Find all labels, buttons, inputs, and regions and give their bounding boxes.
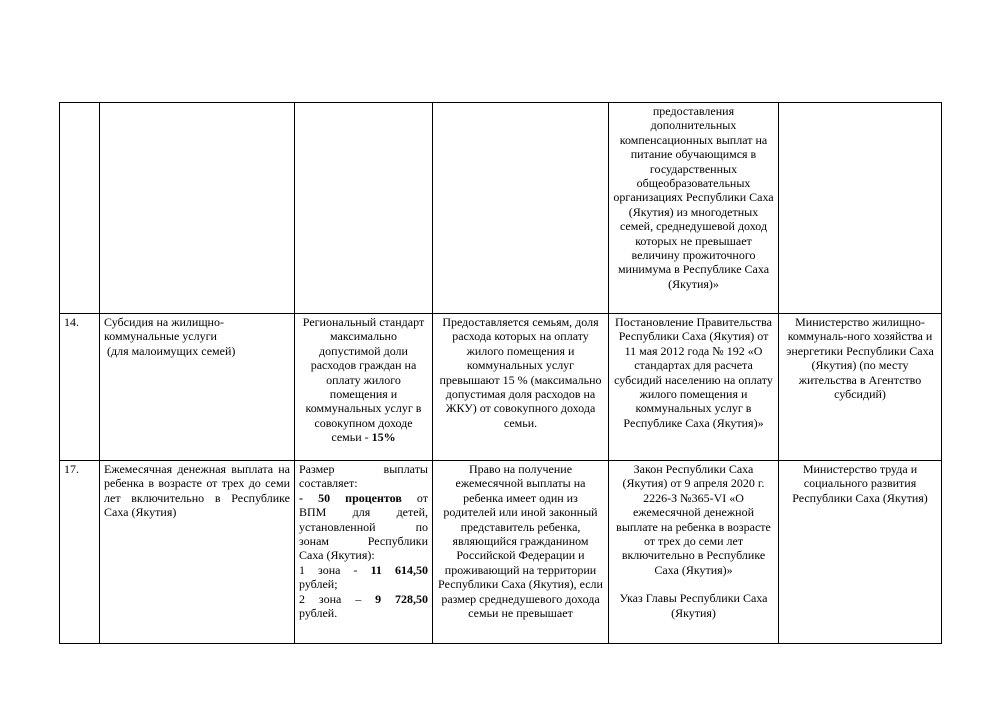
- benefit-size: [295, 461, 433, 644]
- zone-label: 1 зона -: [299, 562, 371, 577]
- size-line: Размер выплаты: [299, 462, 428, 476]
- benefit-size: [295, 314, 433, 461]
- zone-amount: 9 728,50: [375, 591, 429, 606]
- size-line: составляет:: [299, 476, 358, 491]
- benefit-size-text: Региональный стандарт максимально допустимой доли расходов граждан на оплату жилого помещения и коммунальных услуг в совокупном доходе семьи -: [302, 315, 425, 445]
- size-line: зонам Республики: [299, 534, 428, 549]
- legal-basis: предоставления дополнительных компенсационных выплат на питание обучающимся в государственных общеобразовательных организациях Республики Саха (Якутия) из многодетных семей, среднедушевой доход которых не превышает величину прожиточного минимума в Республике Саха (Якутия)»: [609, 103, 779, 314]
- size-line: Саха (Якутия):: [299, 548, 375, 563]
- zone-label: 2 зона –: [299, 591, 376, 606]
- size-line: рублей.: [299, 606, 338, 621]
- size-line: [299, 563, 428, 577]
- paragraph-gap: [613, 577, 774, 591]
- benefit-name-line: Субсидия на жилищно-: [104, 315, 224, 329]
- legal-basis-decree: Указ Главы Республики Саха (Якутия): [619, 591, 768, 620]
- responsible-authority: Министерство труда и социального развития Республики Саха (Якутия): [779, 461, 942, 644]
- size-line: установленной по: [299, 519, 428, 534]
- benefit-name: [100, 314, 295, 461]
- benefit-size: [295, 103, 433, 314]
- benefit-conditions: Право на получение ежемесячной выплаты на ребенка имеет один из родителей или иной законный представитель ребенка, являющийся гражданином Российской Федерации и проживающий на территории Республики Саха (Якутия), если размер среднедушевого дохода семьи не превышает: [433, 461, 609, 644]
- size-line: [299, 491, 428, 505]
- benefit-name-line: коммунальные услуги: [104, 329, 217, 344]
- row-number: 14.: [60, 314, 100, 461]
- benefit-size-value: 15%: [371, 430, 396, 445]
- size-percent: - 50 процентов: [299, 490, 402, 505]
- benefits-table: [59, 102, 942, 644]
- benefit-conditions: [433, 103, 609, 314]
- size-line-rest: от: [401, 490, 428, 505]
- size-line: [299, 592, 428, 606]
- row-number: [60, 103, 100, 314]
- table-row: [60, 461, 942, 644]
- size-line: рублей;: [299, 577, 338, 592]
- benefit-name: [100, 103, 295, 314]
- benefit-name-line: (для малоимущих семей): [104, 343, 236, 358]
- size-line: ВПМ для детей,: [299, 505, 428, 520]
- responsible-authority: Министерство жилищно-коммуналь-ного хозяйства и энергетики Республики Саха (Якутия) (по месту жительства в Агентство субсидий): [779, 314, 942, 461]
- zone-amount: 11 614,50: [370, 562, 428, 577]
- benefit-conditions: Предоставляется семьям, доля расхода которых на оплату жилого помещения и коммунальных услуг превышают 15 % (максимально допустимая доля расходов на ЖКУ) от совокупного дохода семьи.: [433, 314, 609, 461]
- table-row: [60, 103, 942, 314]
- legal-basis-law: Закон Республики Саха (Якутия) от 9 апреля 2020 г. 2226-З №365-VI «О ежемесячной денежной выплате на ребенка в возрасте от трех до семи лет включительно в Республике Саха (Якутия)»: [616, 462, 771, 577]
- legal-basis: [609, 461, 779, 644]
- benefit-name: Ежемесячная денежная выплата на ребенка в возрасте от трех до семи лет включительно в Республике Саха (Якутия): [100, 461, 295, 644]
- legal-basis: Постановление Правительства Республики Саха (Якутия) от 11 мая 2012 года № 192 «О стандартах для расчета субсидий населению на оплату жилого помещения и коммунальных услуг в Республике Саха (Якутия)»: [609, 314, 779, 461]
- row-number: 17.: [60, 461, 100, 644]
- table-row: [60, 314, 942, 461]
- responsible-authority: [779, 103, 942, 314]
